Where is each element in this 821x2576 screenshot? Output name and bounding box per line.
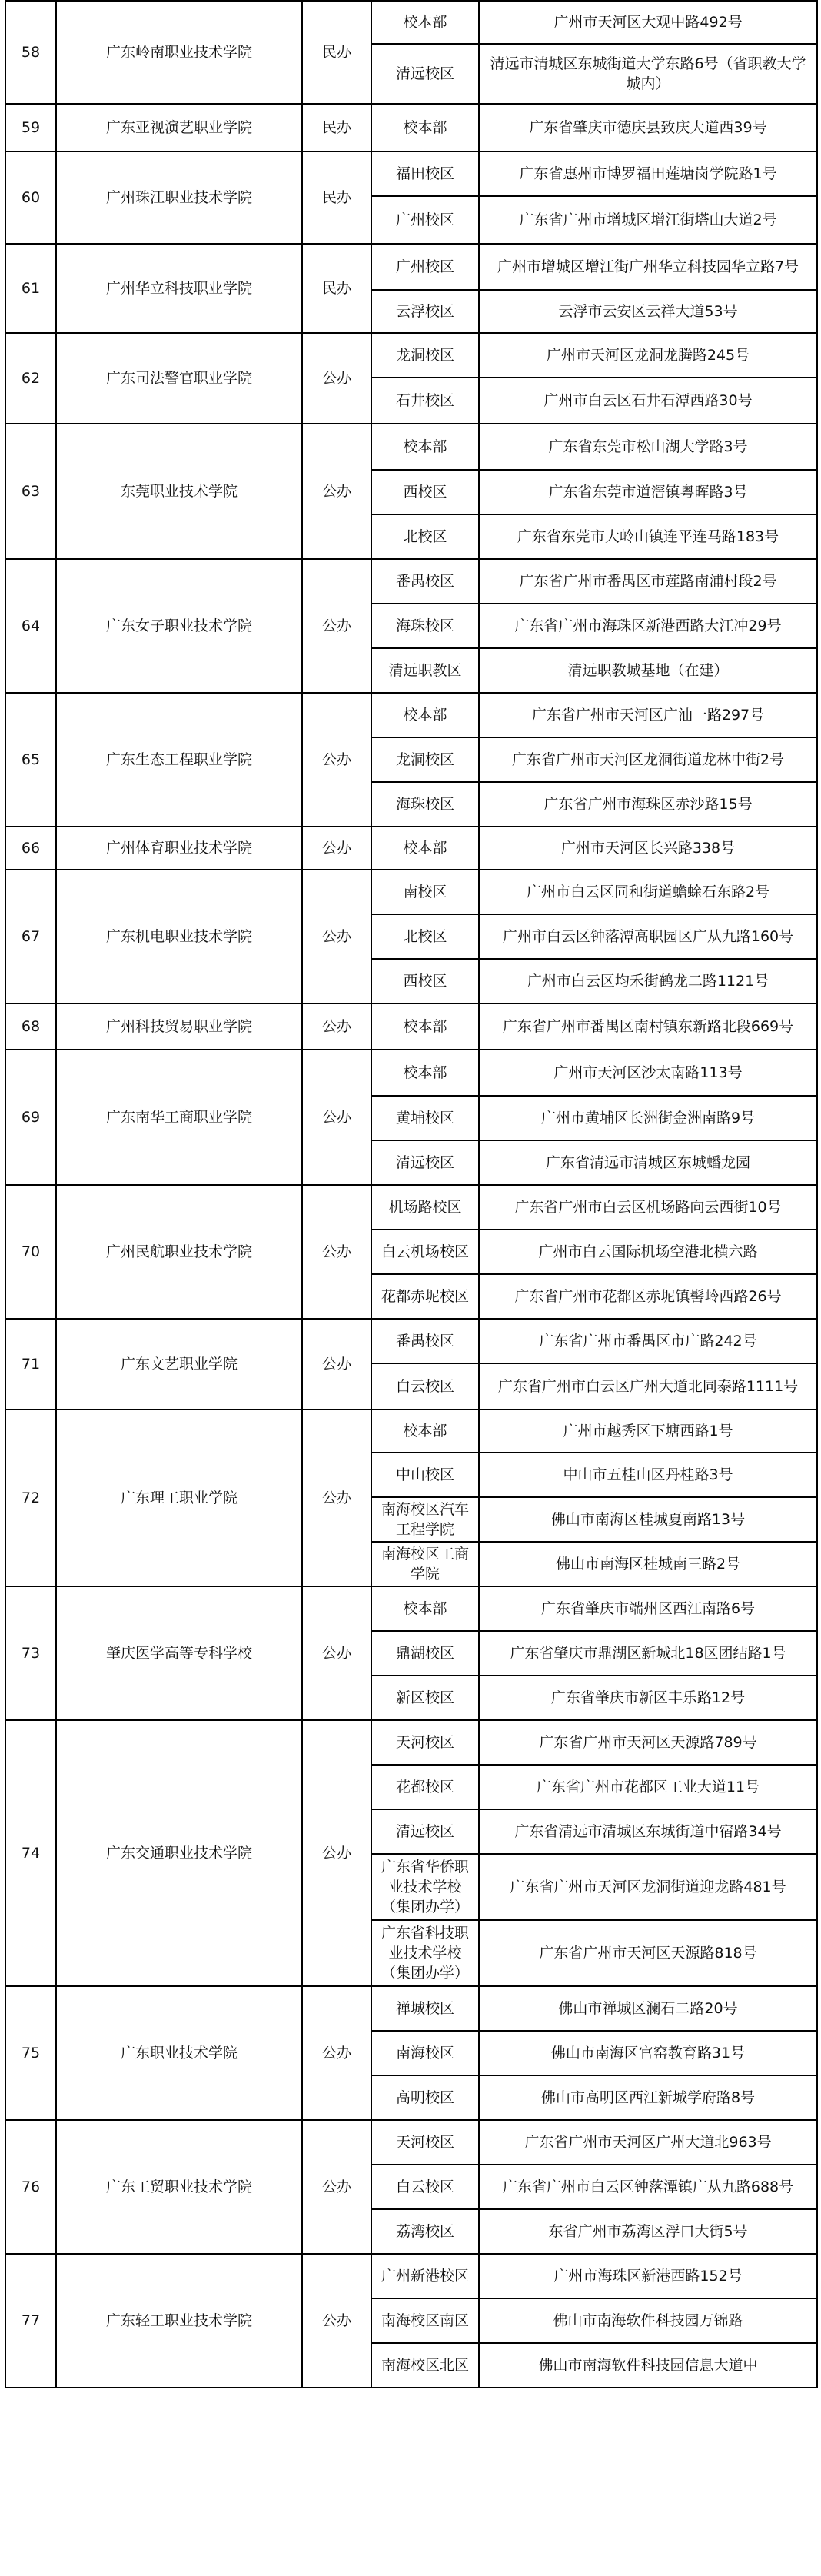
campus-name: 清远职教区 — [371, 648, 479, 693]
campus-name: 校本部 — [371, 1050, 479, 1096]
campus-name: 校本部 — [371, 104, 479, 151]
school-number: 74 — [5, 1720, 56, 1986]
campus-name: 花都校区 — [371, 1765, 479, 1809]
campus-name: 天河校区 — [371, 2120, 479, 2165]
campus-address: 广东省肇庆市鼎湖区新城北18区团结路1号 — [479, 1631, 817, 1676]
table-row — [5, 1185, 817, 1230]
table-row — [5, 1986, 817, 2031]
campus-address: 佛山市南海区官窑教育路31号 — [479, 2031, 817, 2075]
school-name: 广东岭南职业技术学院 — [56, 1, 302, 104]
table-row — [5, 151, 817, 196]
campus-address: 佛山市南海软件科技园万锦路 — [479, 2298, 817, 2343]
campus-address: 广东省东莞市松山湖大学路3号 — [479, 424, 817, 470]
school-type: 民办 — [302, 1, 371, 104]
school-type: 公办 — [302, 333, 371, 424]
school-name: 肇庆医学高等专科学校 — [56, 1586, 302, 1720]
school-name: 广东亚视演艺职业学院 — [56, 104, 302, 151]
school-number: 70 — [5, 1185, 56, 1319]
campus-name: 广东省科技职业技术学校（集团办学） — [371, 1920, 479, 1986]
campus-name: 校本部 — [371, 1586, 479, 1631]
campus-name: 广东省华侨职业技术学校（集团办学） — [371, 1854, 479, 1920]
school-name: 广东工贸职业技术学院 — [56, 2120, 302, 2254]
campus-address: 广州市天河区大观中路492号 — [479, 1, 817, 44]
school-name: 东莞职业技术学院 — [56, 424, 302, 559]
school-number: 71 — [5, 1319, 56, 1409]
school-type: 公办 — [302, 2120, 371, 2254]
school-type: 公办 — [302, 424, 371, 559]
school-type: 公办 — [302, 693, 371, 827]
school-name: 广东生态工程职业学院 — [56, 693, 302, 827]
table-row — [5, 244, 817, 290]
campus-address: 广东省广州市白云区机场路向云西街10号 — [479, 1185, 817, 1230]
school-name: 广州民航职业技术学院 — [56, 1185, 302, 1319]
campus-name: 广州校区 — [371, 244, 479, 290]
school-number: 68 — [5, 1003, 56, 1050]
campus-address: 广州市天河区龙洞龙腾路245号 — [479, 333, 817, 378]
campus-name: 花都赤坭校区 — [371, 1274, 479, 1319]
school-name: 广东女子职业技术学院 — [56, 559, 302, 693]
school-type: 公办 — [302, 2254, 371, 2388]
school-number: 61 — [5, 244, 56, 333]
school-number: 64 — [5, 559, 56, 693]
campus-name: 南海校区北区 — [371, 2343, 479, 2388]
campus-address: 广东省清远市清城区东城街道中宿路34号 — [479, 1809, 817, 1854]
campus-name: 北校区 — [371, 914, 479, 959]
campus-name: 南海校区汽车工程学院 — [371, 1497, 479, 1542]
table-row — [5, 2254, 817, 2298]
campus-address: 广东省广州市天河区龙洞街道龙林中街2号 — [479, 737, 817, 782]
school-name: 广州珠江职业技术学院 — [56, 151, 302, 244]
campus-address: 广州市白云区均禾街鹤龙二路1121号 — [479, 959, 817, 1003]
campus-address: 广州市天河区沙太南路113号 — [479, 1050, 817, 1096]
school-number: 77 — [5, 2254, 56, 2388]
campus-name: 清远校区 — [371, 1809, 479, 1854]
campus-address: 广东省广州市天河区天源路818号 — [479, 1920, 817, 1986]
campus-address: 广东省广州市白云区钟落潭镇广从九路688号 — [479, 2165, 817, 2209]
table-row — [5, 1003, 817, 1050]
campus-address: 广东省广州市天河区龙洞街道迎龙路481号 — [479, 1854, 817, 1920]
table-row — [5, 1050, 817, 1096]
campus-address: 佛山市禅城区澜石二路20号 — [479, 1986, 817, 2031]
campus-name: 机场路校区 — [371, 1185, 479, 1230]
campus-name: 清远校区 — [371, 1140, 479, 1185]
school-name: 广东交通职业技术学院 — [56, 1720, 302, 1986]
school-name: 广东司法警官职业学院 — [56, 333, 302, 424]
school-type: 公办 — [302, 559, 371, 693]
campus-address: 云浮市云安区云祥大道53号 — [479, 290, 817, 333]
table-row — [5, 104, 817, 151]
school-number: 62 — [5, 333, 56, 424]
college-campus-table — [5, 0, 818, 2388]
campus-address: 广东省广州市天河区广汕一路297号 — [479, 693, 817, 737]
school-number: 75 — [5, 1986, 56, 2120]
school-name: 广东机电职业技术学院 — [56, 870, 302, 1003]
campus-name: 南海校区 — [371, 2031, 479, 2075]
campus-address: 佛山市南海软件科技园信息大道中 — [479, 2343, 817, 2388]
school-number: 73 — [5, 1586, 56, 1720]
school-type: 民办 — [302, 104, 371, 151]
campus-name: 南校区 — [371, 870, 479, 914]
campus-name: 校本部 — [371, 1409, 479, 1453]
campus-address: 清远市清城区东城街道大学东路6号（省职教大学城内） — [479, 44, 817, 104]
campus-name: 番禺校区 — [371, 1319, 479, 1363]
campus-address: 中山市五桂山区丹桂路3号 — [479, 1453, 817, 1497]
campus-address: 广东省肇庆市新区丰乐路12号 — [479, 1676, 817, 1720]
campus-address: 广东省东莞市大岭山镇连平连马路183号 — [479, 514, 817, 559]
campus-name: 广州新港校区 — [371, 2254, 479, 2298]
campus-address: 广东省广州市番禺区市莲路南浦村段2号 — [479, 559, 817, 604]
school-number: 76 — [5, 2120, 56, 2254]
campus-address: 广东省广州市花都区赤坭镇髻岭西路26号 — [479, 1274, 817, 1319]
campus-address: 广州市白云区石井石潭西路30号 — [479, 378, 817, 424]
campus-name: 校本部 — [371, 424, 479, 470]
campus-name: 南海校区工商学院 — [371, 1542, 479, 1586]
school-number: 65 — [5, 693, 56, 827]
campus-name: 荔湾校区 — [371, 2209, 479, 2254]
school-number: 72 — [5, 1409, 56, 1586]
school-type: 公办 — [302, 1409, 371, 1586]
table-row — [5, 1, 817, 44]
campus-address: 佛山市高明区西江新城学府路8号 — [479, 2075, 817, 2120]
school-name: 广东轻工职业技术学院 — [56, 2254, 302, 2388]
school-number: 67 — [5, 870, 56, 1003]
table-body — [5, 1, 817, 2388]
school-type: 公办 — [302, 1586, 371, 1720]
table-row — [5, 1409, 817, 1453]
campus-name: 鼎湖校区 — [371, 1631, 479, 1676]
campus-address: 广东省肇庆市德庆县致庆大道西39号 — [479, 104, 817, 151]
campus-address: 广东省广州市花都区工业大道11号 — [479, 1765, 817, 1809]
campus-name: 西校区 — [371, 470, 479, 514]
campus-address: 广州市海珠区新港西路152号 — [479, 2254, 817, 2298]
campus-address: 东省广州市荔湾区浮口大街5号 — [479, 2209, 817, 2254]
campus-address: 广东省广州市增城区增江街塔山大道2号 — [479, 196, 817, 244]
campus-name: 福田校区 — [371, 151, 479, 196]
campus-name: 南海校区南区 — [371, 2298, 479, 2343]
campus-name: 黄埔校区 — [371, 1096, 479, 1140]
campus-address: 广东省清远市清城区东城蟠龙园 — [479, 1140, 817, 1185]
campus-address: 清远职教城基地（在建） — [479, 648, 817, 693]
school-type: 公办 — [302, 827, 371, 870]
school-name: 广东理工职业学院 — [56, 1409, 302, 1586]
school-number: 66 — [5, 827, 56, 870]
campus-address: 广州市黄埔区长洲街金洲南路9号 — [479, 1096, 817, 1140]
campus-address: 广东省肇庆市端州区西江南路6号 — [479, 1586, 817, 1631]
campus-address: 广州市越秀区下塘西路1号 — [479, 1409, 817, 1453]
campus-name: 海珠校区 — [371, 782, 479, 827]
campus-name: 西校区 — [371, 959, 479, 1003]
campus-address: 广东省广州市番禺区南村镇东新路北段669号 — [479, 1003, 817, 1050]
school-type: 公办 — [302, 1050, 371, 1185]
campus-name: 北校区 — [371, 514, 479, 559]
campus-address: 佛山市南海区桂城南三路2号 — [479, 1542, 817, 1586]
campus-address: 广东省东莞市道滘镇粤晖路3号 — [479, 470, 817, 514]
table-row — [5, 693, 817, 737]
campus-address: 广州市天河区长兴路338号 — [479, 827, 817, 870]
campus-name: 校本部 — [371, 827, 479, 870]
campus-address: 广州市白云区同和街道蟾蜍石东路2号 — [479, 870, 817, 914]
campus-name: 白云校区 — [371, 2165, 479, 2209]
table-row — [5, 1586, 817, 1631]
campus-name: 高明校区 — [371, 2075, 479, 2120]
school-type: 公办 — [302, 1720, 371, 1986]
school-name: 广东职业技术学院 — [56, 1986, 302, 2120]
campus-address: 广州市白云区钟落潭高职园区广从九路160号 — [479, 914, 817, 959]
campus-name: 海珠校区 — [371, 604, 479, 648]
campus-address: 广州市增城区增江街广州华立科技园华立路7号 — [479, 244, 817, 290]
campus-address: 广东省广州市海珠区新港西路大江冲29号 — [479, 604, 817, 648]
school-type: 公办 — [302, 1319, 371, 1409]
campus-address: 广东省广州市天河区天源路789号 — [479, 1720, 817, 1765]
campus-name: 龙洞校区 — [371, 737, 479, 782]
school-number: 63 — [5, 424, 56, 559]
school-name: 广州华立科技职业学院 — [56, 244, 302, 333]
school-type: 公办 — [302, 1185, 371, 1319]
school-type: 公办 — [302, 870, 371, 1003]
campus-name: 禅城校区 — [371, 1986, 479, 2031]
school-name: 广东南华工商职业学院 — [56, 1050, 302, 1185]
campus-name: 天河校区 — [371, 1720, 479, 1765]
campus-name: 广州校区 — [371, 196, 479, 244]
campus-address: 广东省惠州市博罗福田莲塘岗学院路1号 — [479, 151, 817, 196]
school-number: 60 — [5, 151, 56, 244]
school-name: 广州科技贸易职业学院 — [56, 1003, 302, 1050]
campus-address: 广东省广州市番禺区市广路242号 — [479, 1319, 817, 1363]
campus-name: 校本部 — [371, 1003, 479, 1050]
table-row — [5, 1319, 817, 1363]
campus-name: 中山校区 — [371, 1453, 479, 1497]
school-number: 69 — [5, 1050, 56, 1185]
campus-name: 白云机场校区 — [371, 1230, 479, 1274]
school-type: 公办 — [302, 1003, 371, 1050]
table-row — [5, 827, 817, 870]
table-row — [5, 333, 817, 378]
campus-address: 广东省广州市天河区广州大道北963号 — [479, 2120, 817, 2165]
school-number: 59 — [5, 104, 56, 151]
campus-address: 广东省广州市白云区广州大道北同泰路1111号 — [479, 1363, 817, 1409]
school-number: 58 — [5, 1, 56, 104]
campus-name: 龙洞校区 — [371, 333, 479, 378]
campus-name: 白云校区 — [371, 1363, 479, 1409]
school-type: 民办 — [302, 151, 371, 244]
table-row — [5, 424, 817, 470]
table-row — [5, 2120, 817, 2165]
campus-name: 云浮校区 — [371, 290, 479, 333]
campus-name: 校本部 — [371, 1, 479, 44]
school-type: 民办 — [302, 244, 371, 333]
school-type: 公办 — [302, 1986, 371, 2120]
table-row — [5, 1720, 817, 1765]
school-name: 广州体育职业技术学院 — [56, 827, 302, 870]
table-row — [5, 559, 817, 604]
campus-name: 校本部 — [371, 693, 479, 737]
campus-name: 清远校区 — [371, 44, 479, 104]
campus-address: 广东省广州市海珠区赤沙路15号 — [479, 782, 817, 827]
campus-address: 广州市白云国际机场空港北横六路 — [479, 1230, 817, 1274]
campus-name: 石井校区 — [371, 378, 479, 424]
table-row — [5, 870, 817, 914]
school-name: 广东文艺职业学院 — [56, 1319, 302, 1409]
campus-address: 佛山市南海区桂城夏南路13号 — [479, 1497, 817, 1542]
campus-name: 番禺校区 — [371, 559, 479, 604]
campus-name: 新区校区 — [371, 1676, 479, 1720]
